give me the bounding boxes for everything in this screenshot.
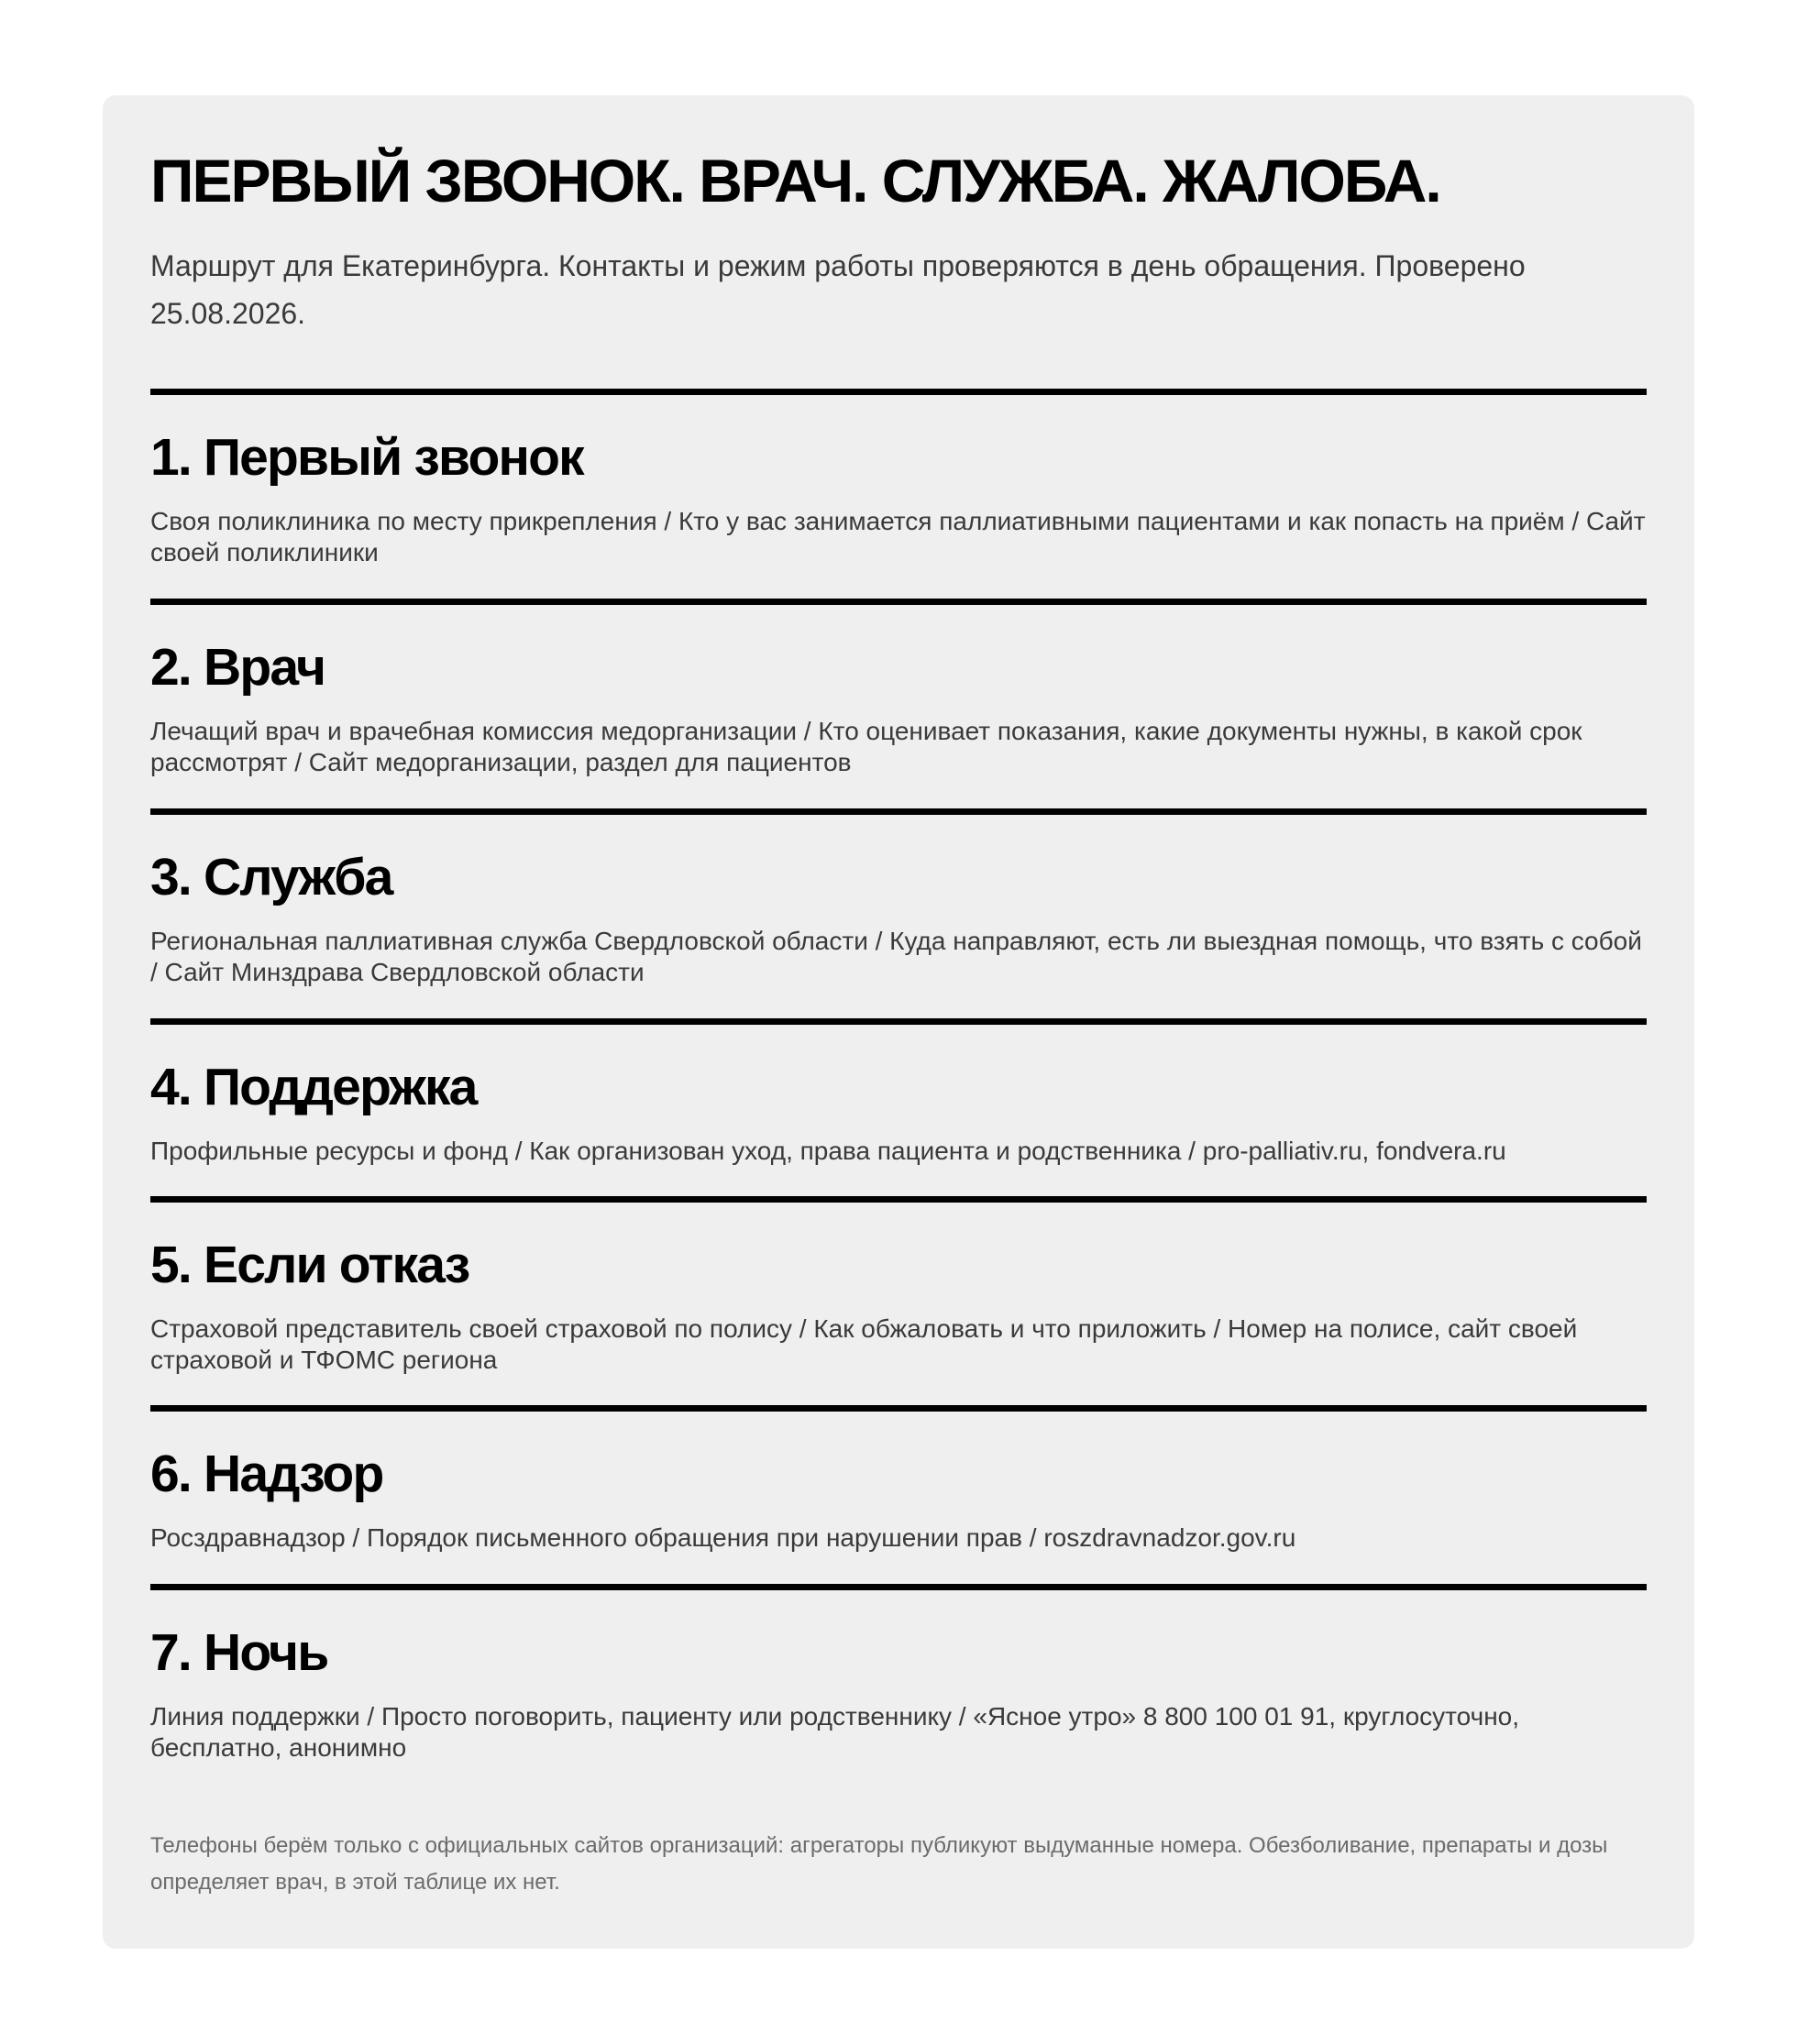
step-heading: 6. Надзор: [150, 1445, 383, 1503]
step-text: Своя поликлиника по месту прикрепления / Кто у вас занимается паллиативными пациентами и как попасть на приём / Сайт своей поликлиники: [150, 507, 1646, 566]
route-card: [103, 95, 1694, 1949]
step-heading: 4. Поддержка: [150, 1058, 477, 1116]
step-first-call: [150, 389, 1647, 599]
step-heading: 1. Первый звонок: [150, 428, 583, 487]
step-heading: 3. Служба: [150, 848, 392, 907]
intro-text: Маршрут для Екатеринбурга. Контакты и режим работы проверяются в день обращения. Проверено 25.08.2026.: [150, 249, 1526, 330]
page-title: ПЕРВЫЙ ЗВОНОК. ВРАЧ. СЛУЖБА. ЖАЛОБА.: [150, 147, 1440, 214]
step-heading: 5. Если отказ: [150, 1236, 469, 1294]
step-support: [150, 1018, 1647, 1196]
step-heading: 2. Врач: [150, 638, 325, 697]
step-heading: 7. Ночь: [150, 1623, 328, 1682]
step-refusal: [150, 1196, 1647, 1405]
step-text: Росздравнадзор / Порядок письменного обращения при нарушении прав / roszdravnadzor.gov.ru: [150, 1523, 1296, 1552]
route-steps: [150, 389, 1647, 1776]
footnote: Телефоны берём только с официальных сайтов организаций: агрегаторы публикуют выдуманные номера. Обезболивание, препараты и дозы определяет врач, в этой таблице их нет.: [150, 1833, 1608, 1895]
step-supervision: [150, 1405, 1647, 1584]
step-service: [150, 808, 1647, 1018]
step-text: Региональная паллиативная служба Свердловской области / Куда направляют, есть ли выездная помощь, что взять с собой / Сайт Минздрава Свердловской области: [150, 927, 1642, 986]
step-doctor: [150, 599, 1647, 808]
step-text: Лечащий врач и врачебная комиссия медорганизации / Кто оценивает показания, какие документы нужны, в какой срок рассмотрят / Сайт медорганизации, раздел для пациентов: [150, 717, 1582, 776]
step-text: Профильные ресурсы и фонд / Как организован уход, права пациента и родственника / pro-palliativ.ru, fondvera.ru: [150, 1137, 1506, 1165]
step-text: Страховой представитель своей страховой по полису / Как обжаловать и что приложить / Номер на полисе, сайт своей страховой и ТФОМС региона: [150, 1314, 1578, 1374]
step-night: [150, 1584, 1647, 1776]
step-text: Линия поддержки / Просто поговорить, пациенту или родственнику / «Ясное утро» 8 800 100 01 91, круглосуточно, бесплатно, анонимно: [150, 1702, 1520, 1762]
